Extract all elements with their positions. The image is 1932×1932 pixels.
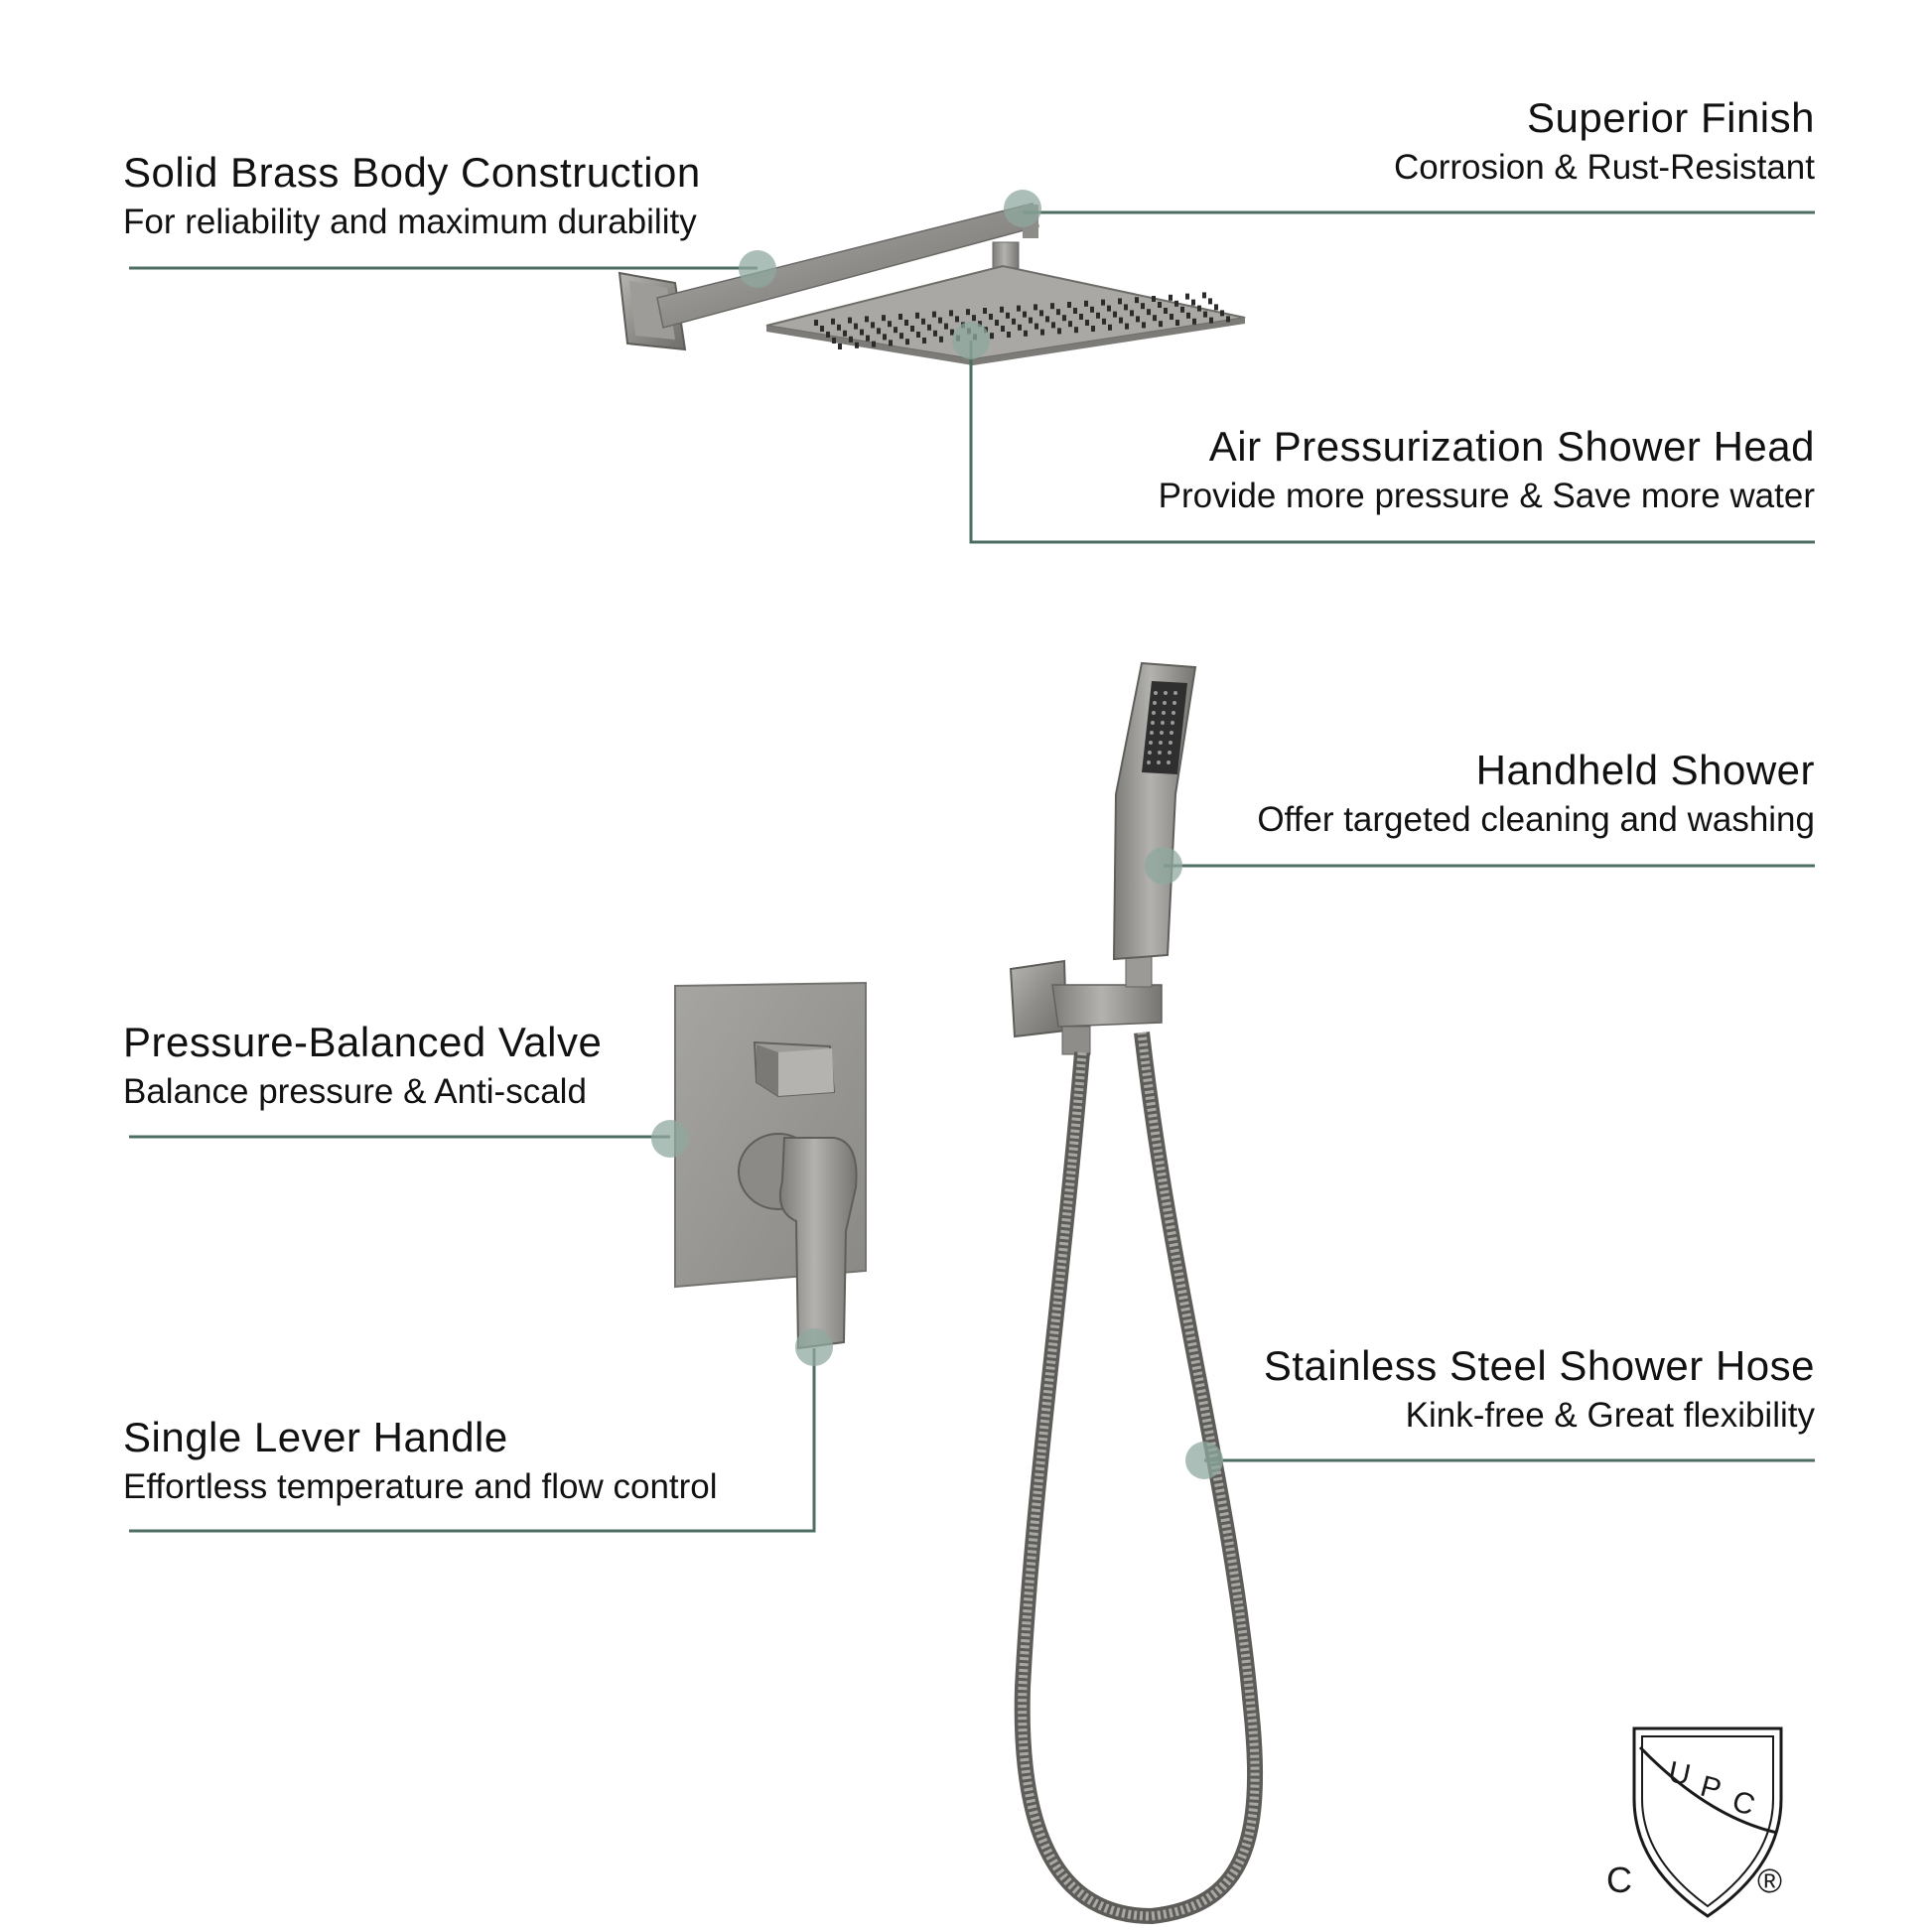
callout-dot-superior-finish — [1004, 190, 1041, 227]
callout-title: Stainless Steel Shower Hose — [1263, 1342, 1815, 1389]
callout-dot-air-pressurization — [952, 322, 990, 359]
rain-shower-head — [620, 204, 1245, 365]
callout-valve — [123, 1019, 602, 1113]
pressure-balanced-valve — [675, 983, 866, 1348]
callout-title: Superior Finish — [1527, 94, 1815, 141]
callout-subtitle: Corrosion & Rust-Resistant — [1393, 148, 1815, 188]
callout-subtitle: Provide more pressure & Save more water — [1158, 477, 1815, 516]
callout-solid-brass — [123, 149, 701, 243]
callout-subtitle: Balance pressure & Anti-scald — [123, 1072, 587, 1112]
callout-title: Pressure-Balanced Valve — [123, 1019, 603, 1065]
callout-dot-solid-brass — [739, 250, 776, 288]
certification-left-mark: C — [1606, 1860, 1632, 1900]
callout-dot-valve — [651, 1120, 689, 1158]
handheld-shower — [1011, 663, 1255, 1916]
callout-lever — [123, 1414, 718, 1508]
upc-shield-icon — [1606, 1728, 1782, 1916]
callout-dot-hose — [1185, 1442, 1223, 1479]
callout-subtitle: Kink-free & Great flexibility — [1405, 1396, 1815, 1436]
svg-text:U: U — [1665, 1755, 1694, 1793]
callout-title: Solid Brass Body Construction — [123, 149, 701, 196]
svg-text:C: C — [1727, 1784, 1759, 1823]
callout-subtitle: Effortless temperature and flow control — [123, 1467, 718, 1507]
callout-air-pressurization — [1159, 423, 1815, 517]
stainless-steel-hose — [1023, 1033, 1255, 1916]
callout-handheld — [1257, 747, 1815, 841]
svg-text:P: P — [1697, 1769, 1725, 1807]
callout-hose — [1264, 1342, 1815, 1437]
callout-title: Handheld Shower — [1475, 747, 1815, 793]
callout-dot-handheld — [1145, 847, 1182, 885]
callout-title: Single Lever Handle — [123, 1414, 508, 1460]
certification-right-mark: ® — [1757, 1863, 1783, 1900]
callout-dot-lever — [795, 1328, 833, 1366]
callout-subtitle: For reliability and maximum durability — [123, 203, 697, 242]
callout-superior-finish — [1394, 94, 1815, 189]
callout-subtitle: Offer targeted cleaning and washing — [1257, 800, 1815, 840]
callout-lines — [129, 190, 1815, 1531]
callout-title: Air Pressurization Shower Head — [1208, 423, 1815, 470]
